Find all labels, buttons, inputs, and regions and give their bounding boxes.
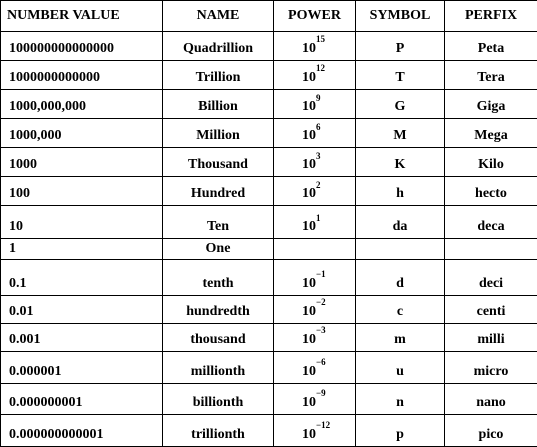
symbol-cell: P: [356, 32, 445, 61]
power-cell: [274, 119, 356, 148]
power-exponent: −12: [316, 420, 331, 431]
prefix-cell: [445, 239, 537, 259]
symbol-cell: n: [356, 383, 445, 414]
symbol-cell: T: [356, 61, 445, 90]
power-cell: [274, 351, 356, 383]
name-cell: Million: [163, 119, 274, 148]
table-row: [1, 323, 537, 351]
symbol-cell: da: [356, 206, 445, 239]
number-value-cell: 10: [1, 206, 163, 239]
symbol-cell: c: [356, 295, 445, 323]
prefix-cell: micro: [445, 351, 537, 383]
power-base: 10: [302, 41, 316, 57]
name-cell: hundredth: [163, 295, 274, 323]
name-cell: Ten: [163, 206, 274, 239]
power-exponent: 3: [316, 150, 321, 161]
table-row: [1, 61, 537, 90]
power-exponent: 12: [316, 63, 325, 74]
name-cell: trillionth: [163, 414, 274, 446]
prefix-cell: nano: [445, 383, 537, 414]
number-value-cell: 0.1: [1, 259, 163, 295]
power-cell: [274, 177, 356, 206]
table-row: [1, 351, 537, 383]
prefix-cell: hecto: [445, 177, 537, 206]
power-cell: [274, 239, 356, 259]
power-cell: [274, 383, 356, 414]
symbol-cell: K: [356, 148, 445, 177]
power-cell: [274, 32, 356, 61]
name-cell: tenth: [163, 259, 274, 295]
table-row: [1, 383, 537, 414]
power-exponent: 15: [316, 34, 325, 45]
power-cell: [274, 206, 356, 239]
prefix-cell: Giga: [445, 90, 537, 119]
number-value-cell: 100: [1, 177, 163, 206]
header-row: [1, 1, 537, 32]
symbol-cell: h: [356, 177, 445, 206]
table-row: [1, 148, 537, 177]
symbol-cell: [356, 239, 445, 259]
name-cell: Trillion: [163, 61, 274, 90]
prefix-cell: deca: [445, 206, 537, 239]
prefix-cell: milli: [445, 323, 537, 351]
power-cell: [274, 323, 356, 351]
name-cell: Hundred: [163, 177, 274, 206]
number-value-cell: 1: [1, 239, 163, 259]
power-base: 10: [302, 331, 316, 347]
number-value-cell: 0.000000000001: [1, 414, 163, 446]
symbol-cell: M: [356, 119, 445, 148]
symbol-cell: p: [356, 414, 445, 446]
power-base: 10: [302, 303, 316, 319]
power-base: 10: [302, 157, 316, 173]
name-cell: One: [163, 239, 274, 259]
number-value-cell: 1000,000: [1, 119, 163, 148]
power-cell: [274, 259, 356, 295]
power-base: 10: [302, 275, 316, 291]
power-base: 10: [302, 219, 316, 235]
power-exponent: −2: [316, 296, 326, 307]
name-cell: Billion: [163, 90, 274, 119]
name-cell: thousand: [163, 323, 274, 351]
name-cell: millionth: [163, 351, 274, 383]
power-cell: [274, 148, 356, 177]
symbol-cell: d: [356, 259, 445, 295]
power-exponent: 9: [316, 92, 321, 103]
power-base: 10: [302, 186, 316, 202]
header-symbol: SYMBOL: [356, 1, 445, 32]
name-cell: billionth: [163, 383, 274, 414]
symbol-cell: m: [356, 323, 445, 351]
symbol-cell: u: [356, 351, 445, 383]
header-name: NAME: [163, 1, 274, 32]
number-value-cell: 0.01: [1, 295, 163, 323]
prefix-cell: pico: [445, 414, 537, 446]
table-row: [1, 259, 537, 295]
prefix-cell: deci: [445, 259, 537, 295]
power-cell: [274, 295, 356, 323]
power-base: 10: [302, 128, 316, 144]
power-cell: [274, 90, 356, 119]
table-row: [1, 414, 537, 446]
header-prefix: PERFIX: [445, 1, 537, 32]
power-exponent: 2: [316, 179, 321, 190]
name-cell: Quadrillion: [163, 32, 274, 61]
number-value-cell: 1000000000000: [1, 61, 163, 90]
name-cell: Thousand: [163, 148, 274, 177]
number-value-cell: 1000,000,000: [1, 90, 163, 119]
table-row: [1, 177, 537, 206]
table-row: [1, 90, 537, 119]
table-row: [1, 206, 537, 239]
power-base: 10: [302, 363, 316, 379]
prefix-cell: centi: [445, 295, 537, 323]
prefix-cell: Kilo: [445, 148, 537, 177]
header-power: POWER: [274, 1, 356, 32]
prefix-cell: Peta: [445, 32, 537, 61]
power-exponent: −9: [316, 388, 326, 399]
power-base: 10: [302, 70, 316, 86]
table-row: [1, 239, 537, 259]
table-row: [1, 295, 537, 323]
power-base: 10: [302, 394, 316, 410]
number-value-cell: 0.000000001: [1, 383, 163, 414]
power-exponent: 1: [316, 212, 321, 223]
symbol-cell: G: [356, 90, 445, 119]
number-value-cell: 1000: [1, 148, 163, 177]
power-exponent: −1: [316, 268, 326, 279]
table-row: [1, 32, 537, 61]
number-value-cell: 100000000000000: [1, 32, 163, 61]
table-row: [1, 119, 537, 148]
power-exponent: −3: [316, 325, 326, 336]
prefix-cell: Mega: [445, 119, 537, 148]
power-base: 10: [302, 427, 316, 442]
prefix-cell: Tera: [445, 61, 537, 90]
power-exponent: 6: [316, 121, 321, 132]
power-exponent: −6: [316, 357, 326, 368]
header-number-value: NUMBER VALUE: [1, 1, 163, 32]
power-base: 10: [302, 99, 316, 115]
power-cell: [274, 61, 356, 90]
power-cell: [274, 414, 356, 446]
number-value-cell: 0.000001: [1, 351, 163, 383]
number-value-cell: 0.001: [1, 323, 163, 351]
